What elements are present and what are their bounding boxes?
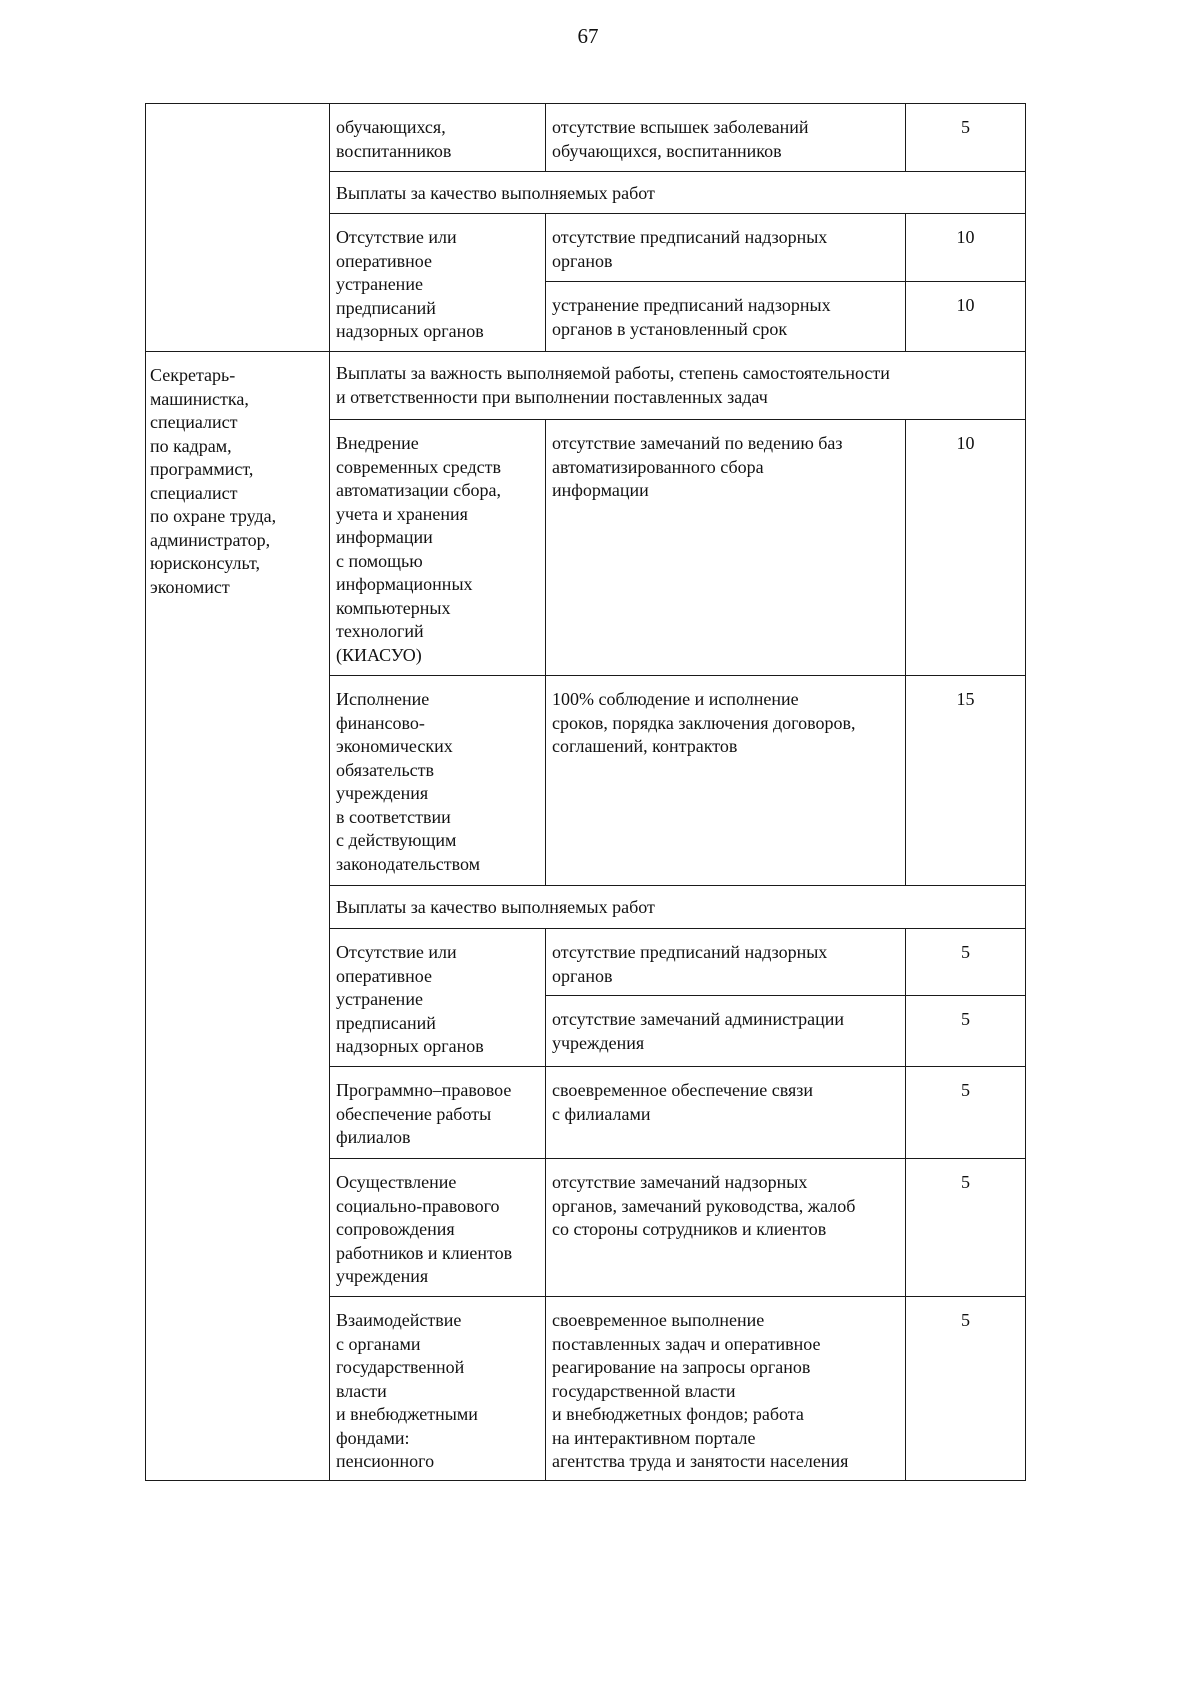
- score-cell: [906, 929, 1026, 996]
- score-cell: [906, 996, 1026, 1067]
- section-text: Выплаты за важность выполняемой работы, степень самостоятельности и ответственности при выполнении поставленных задач: [336, 363, 890, 407]
- criterion-text: обучающихся, воспитанников: [336, 117, 452, 161]
- score-cell: [906, 1297, 1026, 1481]
- score-value: 10: [956, 433, 975, 453]
- condition-cell: [546, 420, 906, 676]
- condition-text: устранение предписаний надзорных органов в установленный срок: [552, 295, 831, 339]
- criterion-text: Программно–правовое обеспечение работы филиалов: [336, 1080, 512, 1147]
- score-cell: [906, 1067, 1026, 1159]
- score-cell: [906, 420, 1026, 676]
- score-value: 10: [956, 227, 975, 247]
- condition-cell: [546, 104, 906, 172]
- section-text: Выплаты за качество выполняемых работ: [336, 183, 655, 203]
- score-value: 5: [961, 1009, 970, 1029]
- score-value: 5: [961, 1172, 970, 1192]
- criterion-text: Осуществление социально-правового сопровождения работников и клиентов учреждения: [336, 1172, 513, 1286]
- score-value: 5: [961, 1310, 970, 1330]
- criteria-table: [145, 103, 1026, 1481]
- condition-text: своевременное выполнение поставленных задач и оперативное реагирование на запросы органов государственной власти и внебюджетных фондов; работа на интерактивном портале агентства труда и занятости населения: [552, 1310, 849, 1471]
- condition-cell: [546, 996, 906, 1067]
- score-cell: [906, 676, 1026, 886]
- criterion-cell: [330, 1297, 546, 1481]
- score-cell: [906, 1159, 1026, 1297]
- condition-text: отсутствие предписаний надзорных органов: [552, 227, 828, 271]
- criterion-cell: [330, 929, 546, 1067]
- condition-cell: [546, 214, 906, 282]
- condition-text: отсутствие замечаний по ведению баз автоматизированного сбора информации: [552, 433, 843, 500]
- condition-text: своевременное обеспечение связи с филиалами: [552, 1080, 814, 1124]
- section-heading: [330, 172, 1026, 214]
- position-cell-empty: [146, 104, 330, 352]
- criterion-cell: [330, 676, 546, 886]
- score-value: 5: [961, 1080, 970, 1100]
- criterion-cell: [330, 1067, 546, 1159]
- condition-text: отсутствие замечаний надзорных органов, замечаний руководства, жалоб со стороны сотрудников и клиентов: [552, 1172, 856, 1239]
- condition-cell: [546, 929, 906, 996]
- condition-cell: [546, 1159, 906, 1297]
- criterion-cell: [330, 104, 546, 172]
- page-number: 67: [577, 24, 599, 48]
- criterion-text: Отсутствие или оперативное устранение предписаний надзорных органов: [336, 942, 484, 1056]
- criterion-cell: [330, 420, 546, 676]
- position-text: Секретарь- машинистка, специалист по кадрам, программист, специалист по охране труда, администратор, юрисконсульт, экономист: [150, 365, 277, 597]
- criterion-text: Отсутствие или оперативное устранение предписаний надзорных органов: [336, 227, 484, 341]
- section-heading: [330, 886, 1026, 929]
- score-value: 10: [956, 295, 975, 315]
- section-heading: [330, 352, 1026, 420]
- criterion-text: Исполнение финансово- экономических обязательств учреждения в соответствии с действующим законодательством: [336, 689, 481, 874]
- condition-cell: [546, 282, 906, 352]
- criterion-text: Взаимодействие с органами государственной власти и внебюджетными фондами: пенсионного: [336, 1310, 478, 1471]
- table-row: [146, 104, 1026, 172]
- score-cell: [906, 282, 1026, 352]
- section-row: [146, 352, 1026, 420]
- condition-text: отсутствие вспышек заболеваний обучающихся, воспитанников: [552, 117, 809, 161]
- section-text: Выплаты за качество выполняемых работ: [336, 897, 655, 917]
- criterion-text: Внедрение современных средств автоматизации сбора, учета и хранения информации с помощью информационных компьютерных технологий (КИАСУО): [336, 433, 501, 665]
- condition-cell: [546, 1067, 906, 1159]
- condition-text: отсутствие предписаний надзорных органов: [552, 942, 828, 986]
- score-cell: [906, 104, 1026, 172]
- condition-cell: [546, 1297, 906, 1481]
- criterion-cell: [330, 214, 546, 352]
- score-value: 15: [956, 689, 975, 709]
- condition-cell: [546, 676, 906, 886]
- score-cell: [906, 214, 1026, 282]
- criterion-cell: [330, 1159, 546, 1297]
- position-cell: [146, 352, 330, 1481]
- score-value: 5: [961, 117, 970, 137]
- condition-text: отсутствие замечаний администрации учреждения: [552, 1009, 845, 1053]
- condition-text: 100% соблюдение и исполнение сроков, порядка заключения договоров, соглашений, контрактов: [552, 689, 856, 756]
- score-value: 5: [961, 942, 970, 962]
